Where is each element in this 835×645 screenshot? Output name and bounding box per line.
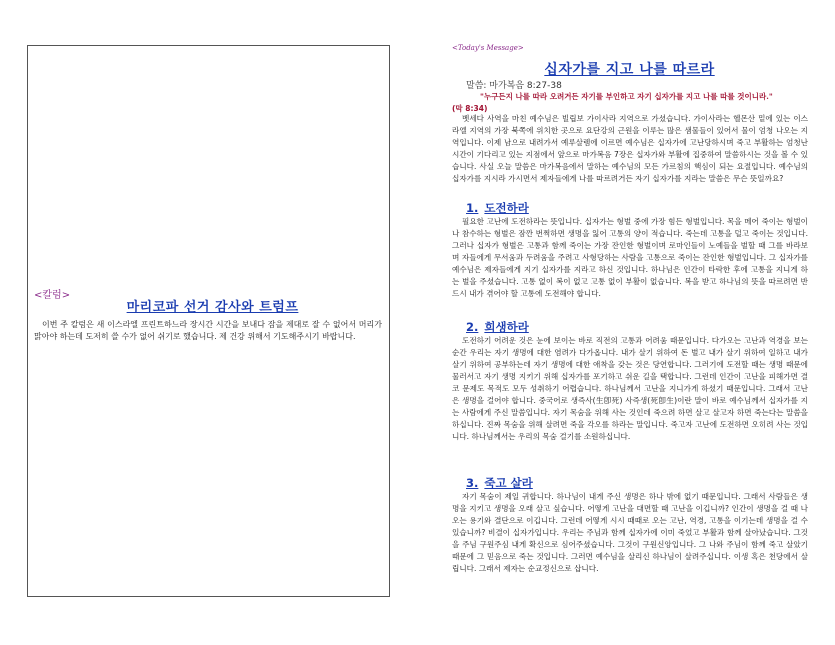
section-number: 2. (466, 320, 479, 334)
section-body-3: 자기 목숨이 제일 귀합니다. 하나님이 내게 주신 생명은 하나 밖에 없기 때문입니다. 그래서 사람들은 생명을 지키고 생명을 오래 살고 싶습니다. 어떻게 고난을 대면할 때 고난을 이깁니까? 인간이 생명을 걸 때 나오는 용기와 결단으로 이깁니다. 그런데 어떻게 시시 때때로 오는 고난, 역경, 고통을 이기는데 생명을 걸 수 있습니까? 비결이 십자가입니다. 우리는 주님과 함께 십자가에 이미 죽었고 부활과 함께 살아났습니다. 그것을 주님 구원주심 내게 확신으로 심어주셨습니다. 그것이 구원신앙입니다. 그 나와 주님이 함께 죽고 살았기 때문에 그 믿음으로 죽는 것입니다. 그러면 예수님을 살리신 하나님이 살려주십니다. 이생 혹은 천당에서 살립니다. 그래서 제자는 순교정신으로 삽니다. (452, 492, 808, 573)
section-heading-2 (466, 319, 529, 335)
sermon-title: 십자가를 지고 나를 따르라 (544, 62, 715, 78)
section-body-2: 도전하기 어려운 것은 눈에 보이는 바로 직전의 고통과 어려움 때문입니다. 다가오는 고난과 역경을 보는 순간 우리는 자기 생명에 대한 염려가 다가옵니다. 내가 살기 위하여 돈 벌고 내가 살기 위하여 일하고 내가 살기 위하여 공부하는데 자기 생명에 대한 애착을 갖는 것은 당연합니다. 그러기에 도전할 때는 생명 때문에 물러서고 자기 생명 지키기 위해 십자가를 포기하고 쉬운 길을 택합니다. 그런데 인간이 고난을 피해가면 결코 문제도 목적도 모두 성취하기 어렵습니다. 하나님께서 고난을 지니가게 하셨기 때문입니다. 그래서 고난은 생명을 걸어야 합니다. 중국어로 생즉사(生卽死) 사즉생(死卽生)이란 말이 바로 예수님께서 십자가를 지는 사람에게 주신 말씀입니다. 자기 목숨을 위해 사는 것인데 죽으려 하면 살고 살고자 하면 죽는다는 말씀을 하십니다. 진짜 목숨을 위해 살려면 죽을 각오를 하라는 말입니다. 죽고자 고난에 도전하면 오히려 사는 것입니다. 하나님께서는 우리의 목숨 걸기를 소원하십니다. (452, 336, 808, 441)
scripture-reference: 말씀: 마가복음 8:27-38 (466, 81, 562, 91)
section-heading-text: 도전하라 (484, 201, 529, 215)
key-verse-reference: (막 8:34) (452, 104, 488, 113)
column-tag: <칼럼> (34, 290, 71, 301)
section-heading-text: 희생하라 (484, 320, 529, 334)
section-heading-text: 죽고 살라 (484, 476, 533, 490)
section-number: 3. (466, 476, 479, 490)
column-title: 마리코파 선거 감사와 트럼프 (126, 300, 299, 315)
section-number: 1. (466, 201, 479, 215)
todays-message-label: <Today's Message> (452, 44, 524, 52)
section-heading-1 (466, 200, 529, 216)
intro-paragraph: 벳세다 사역을 마친 예수님은 빌립보 가이사라 지역으로 가셨습니다. 가이사라는 헬몬산 밑에 있는 이스라엘 지역의 가장 북쪽에 위치한 곳으로 요단강의 근원을 이루는 많은 샘물들이 있어서 물이 엄청 나오는 지역입니다. 이제 남으로 내려가서 예루살렘에 이르면 예수님은 십자가에 고난당하시며 죽고 부활하는 엄청난 시간이 기다리고 있는 지점에서 앞으로 마가복음 7장은 십자가와 부활에 집중하여 말씀하시는 것을 볼 수 있습니다. 사실 오늘 말씀은 마가복음에서 말하는 예수님의 모든 가르침의 핵심이 되는 요절입니다. 예수님의 십자가를 지시라 가시면서 제자들에게 나를 따르려거든 자기 십자가를 지라는 말씀은 무슨 뜻일까요? (452, 114, 808, 183)
section-body-1: 필요한 고난에 도전하라는 뜻입니다. 십자가는 형벌 중에 가장 힘든 형벌입니다. 목을 메어 죽이는 형벌이나 참수하는 형벌은 잠깐 번쩍하면 생명을 잃어 고통의 양이 적습니다. 죽는데 고통을 덜고 죽이는 것입니다. 그러나 십자가 형벌은 고통과 함께 죽이는 가장 잔인한 형벌이며 로마인들이 노예들을 벌할 때 그를 바라보며 자들에게 무서움과 두려움을 주려고 사형당하는 사람을 고통으로 죽이는 잔인한 형벌입니다. 그 십자가를 예수님은 제자들에게 지기 십자가를 지라고 하신 것입니다. 하나님은 인간이 타락한 후에 고통을 지니게 하는 벌을 주셨습니다. 고통 없이 복이 없고 고통 없이 부활이 없습니다. 복을 받고 하나님의 뜻을 따르려면 반드시 내가 겪어야 할 고통에 도전해야 합니다. (452, 217, 808, 298)
column-body: 이번 주 칼럼은 새 이스라엘 프린트하느라 장시간 시간을 보내다 잠을 제대로 잘 수 없어서 머리가 맑아야 하는데 도저히 쓸 수가 없어 쉬기로 했습니다. 제 건강 위해서 기도해주시기 바랍니다. (34, 320, 382, 341)
key-verse-quote: "누구든지 나를 따라 오려거든 자기를 부인하고 자기 십자가를 지고 나를 따를 것이니라." (480, 92, 773, 101)
section-heading-3 (466, 475, 533, 491)
